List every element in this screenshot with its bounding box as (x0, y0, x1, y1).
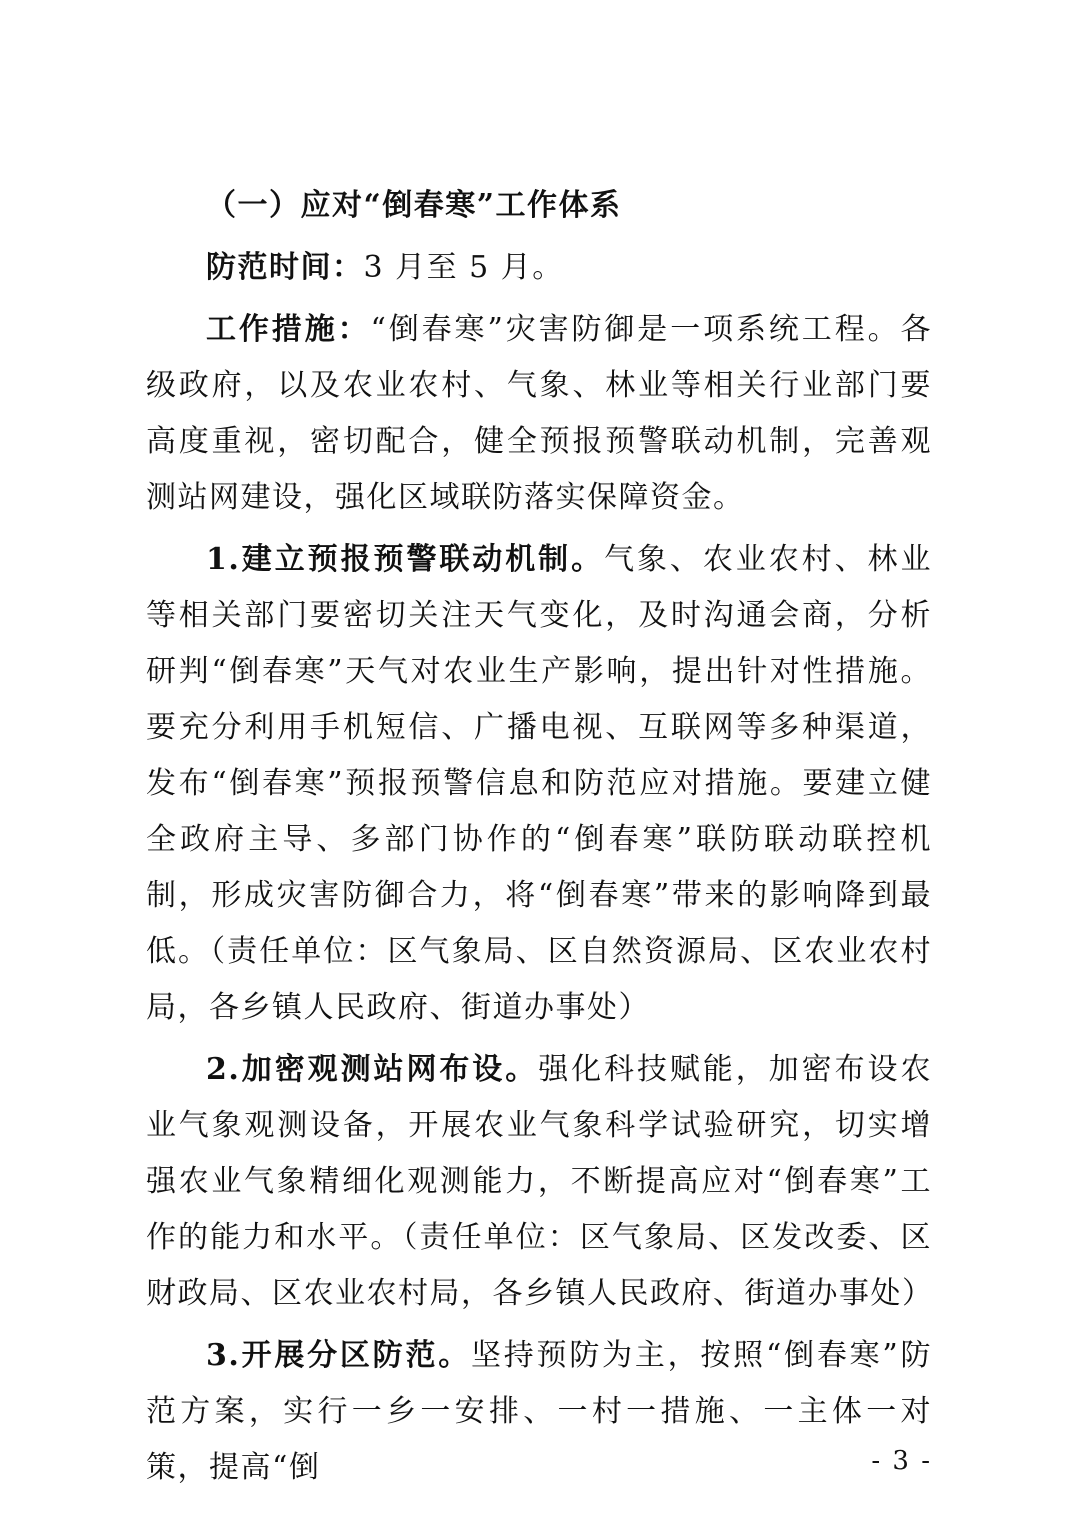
item-title-1: 1.建立预报预警联动机制。 (206, 542, 605, 577)
item-text-2: 强化科技赋能，加密布设农业气象观测设备，开展农业气象科学试验研究，切实增强农业气象精细化观测能力，不断提高应对“倒春寒”工作的能力和水平。（责任单位：区气象局、区发改委、区财政局、区农业农村局，各乡镇人民政府、街道办事处） (146, 1052, 934, 1311)
item-paragraph-1 (146, 532, 932, 1036)
period-paragraph (146, 240, 932, 296)
page-number: - 3 - (871, 1446, 932, 1476)
measures-paragraph (146, 302, 932, 526)
measures-text: “倒春寒”灾害防御是一项系统工程。各级政府，以及农业农村、气象、林业等相关行业部门要高度重视，密切配合，健全预报预警联动机制，完善观测站网建设，强化区域联防落实保障资金。 (146, 312, 932, 515)
document-body (146, 178, 932, 1502)
period-text: 3 月至 5 月。 (363, 250, 564, 285)
measures-label: 工作措施： (206, 312, 371, 347)
item-title-3: 3.开展分区防范。 (206, 1338, 471, 1373)
item-title-2: 2.加密观测站网布设。 (206, 1052, 539, 1087)
item-text-1: 气象、农业农村、林业等相关部门要密切关注天气变化，及时沟通会商，分析研判“倒春寒”天气对农业生产影响，提出针对性措施。要充分利用手机短信、广播电视、互联网等多种渠道，发布“倒春寒”预报预警信息和防范应对措施。要建立健全政府主导、多部门协作的“倒春寒”联防联动联控机制，形成灾害防御合力，将“倒春寒”带来的影响降到最低。（责任单位：区气象局、区自然资源局、区农业农村局，各乡镇人民政府、街道办事处） (146, 542, 932, 1025)
item-paragraph-2 (146, 1042, 932, 1322)
item-text-3: 坚持预防为主，按照“倒春寒”防范方案，实行一乡一安排、一村一措施、一主体一对策，提高“倒 (146, 1338, 932, 1485)
section-heading: （一）应对“倒春寒”工作体系 (206, 188, 622, 223)
period-label: 防范时间： (206, 250, 364, 285)
